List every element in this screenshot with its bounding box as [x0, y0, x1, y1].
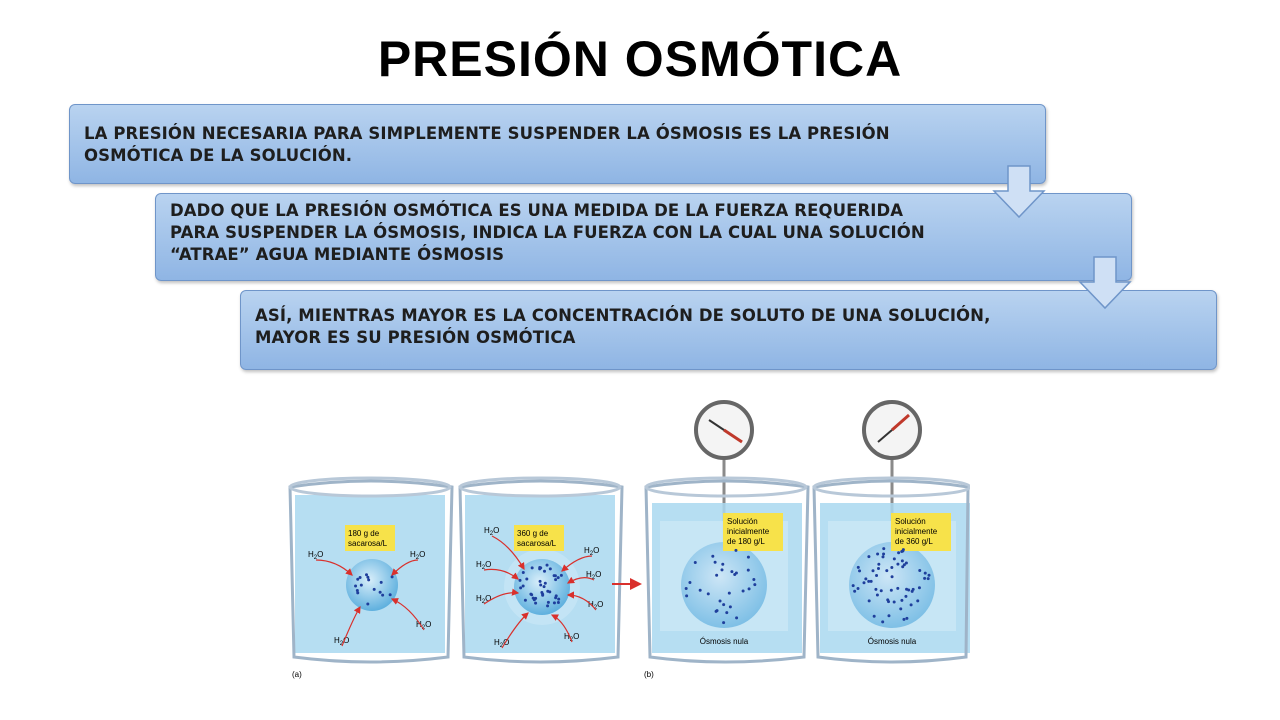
- solute-particle: [557, 601, 560, 604]
- solute-particle: [519, 579, 522, 582]
- water-label: $H_2O$: [494, 638, 510, 649]
- solute-particle: [873, 615, 876, 618]
- beaker-1: [290, 478, 452, 662]
- solute-particle: [389, 593, 392, 596]
- solute-particle: [876, 594, 879, 597]
- solute-particle: [904, 595, 907, 598]
- step-3-line-2: MAYOR ES SU PRESIÓN OSMÓTICA: [255, 327, 576, 347]
- solute-particle: [896, 587, 899, 590]
- solute-particle: [907, 589, 910, 592]
- step-box-2: [155, 193, 1132, 281]
- solute-particle: [381, 594, 384, 597]
- solute-particle: [714, 561, 717, 564]
- down-arrow-icon: [1078, 256, 1132, 310]
- solute-particle: [897, 551, 900, 554]
- solute-particle: [539, 584, 542, 587]
- solute-particle: [918, 569, 921, 572]
- solute-particle: [524, 599, 527, 602]
- solute-particle: [868, 599, 871, 602]
- solute-particle: [711, 555, 714, 558]
- water-label: $H_2O$: [416, 620, 432, 631]
- solute-particle: [557, 598, 560, 601]
- solute-particle: [544, 582, 547, 585]
- solute-particle: [901, 559, 904, 562]
- solute-particle: [522, 571, 525, 574]
- solute-particle: [928, 574, 931, 577]
- beaker-4-label-3: de 360 g/L: [895, 537, 933, 546]
- solute-particle: [366, 602, 369, 605]
- solute-particle: [899, 607, 902, 610]
- solute-particle: [902, 548, 905, 551]
- solute-particle: [753, 583, 756, 586]
- beaker-3-label-3: de 180 g/L: [727, 537, 765, 546]
- solute-particle: [688, 581, 691, 584]
- solute-particle: [534, 602, 537, 605]
- solute-particle: [890, 589, 893, 592]
- solute-particle: [707, 592, 710, 595]
- solute-particle: [857, 566, 860, 569]
- solute-particle: [885, 569, 888, 572]
- solute-particle: [748, 587, 751, 590]
- solute-particle: [366, 576, 369, 579]
- solute-particle: [734, 549, 737, 552]
- water-label: $H_2O$: [484, 526, 500, 537]
- beaker-2-label-1: 360 g de: [517, 529, 549, 538]
- solute-particle: [699, 589, 702, 592]
- down-arrow-icon: [992, 165, 1046, 219]
- water-label: $H_2O$: [586, 570, 602, 581]
- step-2-line-3: “ATRAE” AGUA MEDIANTE ÓSMOSIS: [170, 244, 505, 264]
- solute-particle: [721, 563, 724, 566]
- solute-particle: [893, 600, 896, 603]
- solute-particle: [549, 567, 552, 570]
- solute-particle: [742, 590, 745, 593]
- solute-particle: [380, 581, 383, 584]
- water-label: $H_2O$: [588, 600, 604, 611]
- solute-particle: [927, 577, 930, 580]
- solute-particle: [525, 578, 528, 581]
- water-label: $H_2O$: [584, 546, 600, 557]
- solute-particle: [875, 574, 878, 577]
- solute-particle: [853, 590, 856, 593]
- solute-particle: [531, 566, 534, 569]
- solute-particle: [519, 586, 522, 589]
- beaker-3-label-2: inicialmente: [727, 527, 770, 536]
- step-1-line-2: OSMÓTICA DE LA SOLUCIÓN.: [84, 145, 353, 165]
- beaker-2-label-2: sacarosa/L: [517, 539, 557, 548]
- solute-particle: [685, 587, 688, 590]
- solute-particle: [553, 601, 556, 604]
- beaker-1-label-1: 180 g de: [348, 529, 380, 538]
- solute-particle: [882, 547, 885, 550]
- solute-particle: [896, 563, 899, 566]
- solute-particle: [725, 611, 728, 614]
- solute-particle: [857, 587, 860, 590]
- solute-particle: [365, 573, 368, 576]
- solute-particle: [747, 556, 750, 559]
- solute-particle: [905, 562, 908, 565]
- water-label: $H_2O$: [476, 560, 492, 571]
- solute-particle: [872, 569, 875, 572]
- panel-b-label: (b): [644, 670, 654, 679]
- panel-a-label: (a): [292, 670, 302, 679]
- step-2-line-2: PARA SUSPENDER LA ÓSMOSIS, INDICA LA FUERZA CON LA CUAL UNA SOLUCIÓN: [170, 222, 925, 242]
- solute-particle: [379, 591, 382, 594]
- slide-title: PRESIÓN OSMÓTICA: [377, 31, 903, 87]
- beaker-4: [814, 402, 970, 662]
- step-box-3: [240, 290, 1217, 370]
- solute-particle: [752, 578, 755, 581]
- water-label: $H_2O$: [308, 550, 324, 561]
- solute-particle: [735, 616, 738, 619]
- solute-particle: [543, 585, 546, 588]
- solute-particle: [367, 578, 370, 581]
- solute-particle: [722, 603, 725, 606]
- water-label: $H_2O$: [476, 594, 492, 605]
- solute-particle: [876, 552, 879, 555]
- beaker-4-label-2: inicialmente: [895, 527, 938, 536]
- solute-particle: [539, 580, 542, 583]
- beaker-3-caption: Ósmosis nula: [699, 637, 749, 646]
- solute-particle: [354, 584, 357, 587]
- solute-particle: [858, 569, 861, 572]
- solute-particle: [715, 574, 718, 577]
- step-2-line-1: DADO QUE LA PRESIÓN OSMÓTICA ES UNA MEDIDA DE LA FUERZA REQUERIDA: [170, 201, 904, 220]
- solute-particle: [877, 567, 880, 570]
- solute-particle: [881, 555, 884, 558]
- solute-particle: [916, 599, 919, 602]
- solute-particle: [918, 586, 921, 589]
- solute-particle: [891, 575, 894, 578]
- solute-particle: [924, 572, 927, 575]
- solute-particle: [910, 603, 913, 606]
- solute-particle: [716, 609, 719, 612]
- solute-particle: [546, 604, 549, 607]
- solute-particle: [747, 569, 750, 572]
- solute-particle: [360, 584, 363, 587]
- solute-particle: [852, 584, 855, 587]
- beaker-4-caption: Ósmosis nula: [867, 637, 917, 646]
- solute-particle: [902, 618, 905, 621]
- solute-particle: [722, 621, 725, 624]
- solute-particle: [880, 589, 883, 592]
- solute-particle: [554, 596, 557, 599]
- water-label: $H_2O$: [334, 636, 350, 647]
- solute-particle: [893, 557, 896, 560]
- solute-particle: [867, 555, 870, 558]
- beaker-3-label-1: Solución: [727, 517, 758, 526]
- step-3-line-1: ASÍ, MIENTRAS MAYOR ES LA CONCENTRACIÓN DE SOLUTO DE UNA SOLUCIÓN,: [255, 306, 991, 325]
- solute-particle: [923, 577, 926, 580]
- solute-particle: [882, 553, 885, 556]
- solute-particle: [728, 592, 731, 595]
- solute-particle: [864, 577, 867, 580]
- solute-particle: [887, 614, 890, 617]
- solute-particle: [547, 601, 550, 604]
- solute-particle: [719, 600, 722, 603]
- solute-particle: [905, 617, 908, 620]
- solute-particle: [862, 581, 865, 584]
- solute-particle: [735, 571, 738, 574]
- beaker-1-label-2: sacarosa/L: [348, 539, 388, 548]
- solute-particle: [729, 605, 732, 608]
- solute-particle: [557, 576, 560, 579]
- solute-particle: [890, 566, 893, 569]
- solute-particle: [532, 597, 535, 600]
- solute-particle: [522, 585, 525, 588]
- solute-particle: [553, 574, 556, 577]
- solute-particle: [541, 594, 544, 597]
- solute-particle: [886, 598, 889, 601]
- solute-particle: [877, 563, 880, 566]
- solute-particle: [730, 570, 733, 573]
- solute-particle: [554, 578, 557, 581]
- water-label: $H_2O$: [564, 632, 580, 643]
- solute-particle: [530, 593, 533, 596]
- osmosis-figure: [280, 395, 970, 695]
- solute-particle: [560, 574, 563, 577]
- solute-particle: [874, 588, 877, 591]
- step-box-1: [69, 104, 1046, 184]
- beaker-3: [646, 402, 808, 662]
- solute-particle: [546, 564, 549, 567]
- solute-particle: [373, 588, 376, 591]
- solute-particle: [543, 570, 546, 573]
- solute-particle: [900, 599, 903, 602]
- beaker-4-label-1: Solución: [895, 517, 926, 526]
- solute-particle: [881, 620, 884, 623]
- solute-particle: [546, 590, 549, 593]
- solute-particle: [538, 566, 541, 569]
- solute-particle: [685, 594, 688, 597]
- solute-particle: [356, 591, 359, 594]
- step-1-line-1: LA PRESIÓN NECESARIA PARA SIMPLEMENTE SUSPENDER LA ÓSMOSIS ES LA PRESIÓN: [84, 124, 890, 143]
- solute-particle: [694, 561, 697, 564]
- water-label: $H_2O$: [410, 550, 426, 561]
- solute-particle: [720, 568, 723, 571]
- solute-particle: [867, 580, 870, 583]
- solute-particle: [391, 575, 394, 578]
- solute-particle: [356, 578, 359, 581]
- solute-particle: [912, 588, 915, 591]
